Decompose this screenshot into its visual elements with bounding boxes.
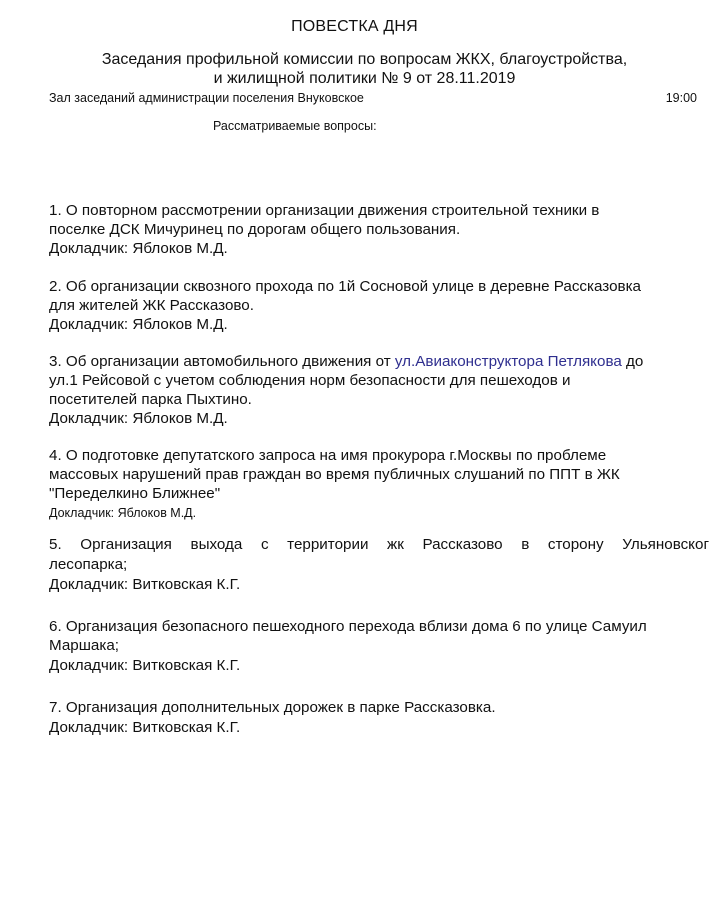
item-5-reporter: Докладчик: Витковская К.Г.	[49, 576, 241, 593]
item-2-line-1: 2. Об организации сквозного прохода по 1й Сосновой улице в деревне Рассказовка	[49, 278, 642, 295]
questions-label: Рассматриваемые вопросы:	[213, 119, 377, 133]
item-3-line-1	[49, 352, 643, 371]
item-6-reporter: Докладчик: Витковская К.Г.	[49, 657, 241, 674]
subtitle-line-2: и жилищной политики № 9 от 28.11.2019	[213, 70, 516, 87]
item-6-line-2: Маршака;	[49, 637, 119, 654]
document-title: ПОВЕСТКА ДНЯ	[291, 18, 418, 35]
item-1-reporter: Докладчик: Яблоков М.Д.	[49, 240, 228, 257]
item-3-line-2: ул.1 Рейсовой с учетом соблюдения норм безопасности для пешеходов и	[49, 372, 571, 389]
item-3-line-1-end: до	[621, 353, 644, 370]
document-subtitle	[20, 50, 709, 88]
item-5-line-2: лесопарка;	[49, 556, 128, 573]
item-7-reporter: Докладчик: Витковская К.Г.	[49, 719, 241, 736]
item-3-line-3: посетителей парка Пыхтино.	[49, 391, 252, 408]
street-link[interactable]: ул.Авиаконструктора Петлякова	[394, 353, 622, 370]
item-3-line-1-text: 3. Об организации автомобильного движения от	[49, 353, 395, 370]
item-4-line-2: массовых нарушений прав граждан во время публичных слушаний по ППТ в ЖК	[49, 466, 620, 483]
item-1-line-2: поселке ДСК Мичуринец по дорогам общего пользования.	[49, 221, 461, 238]
meeting-time: 19:00	[665, 91, 697, 105]
subtitle-line-1: Заседания профильной комиссии по вопросам ЖКХ, благоустройства,	[101, 51, 628, 68]
item-2-reporter: Докладчик: Яблоков М.Д.	[49, 316, 228, 333]
item-3-reporter: Докладчик: Яблоков М.Д.	[49, 410, 228, 427]
item-1-line-1: 1. О повторном рассмотрении организации движения строительной техники в	[49, 202, 600, 219]
item-2-line-2: для жителей ЖК Рассказово.	[49, 297, 254, 314]
item-4-reporter: Докладчик: Яблоков М.Д.	[49, 506, 197, 520]
item-4-line-1: 4. О подготовке депутатского запроса на имя прокурора г.Москвы по проблеме	[49, 447, 607, 464]
item-6-line-1: 6. Организация безопасного пешеходного перехода вблизи дома 6 по улице Самуил	[49, 618, 647, 635]
item-5-line-1: 5. Организация выхода с территории жк Рассказово в сторону Ульяновског	[49, 536, 709, 553]
item-4-line-3: "Переделкино Ближнее"	[49, 485, 221, 502]
meeting-venue: Зал заседаний администрации поселения Внуковское	[49, 91, 364, 105]
item-7-line-1: 7. Организация дополнительных дорожек в парке Рассказовка.	[49, 699, 496, 716]
